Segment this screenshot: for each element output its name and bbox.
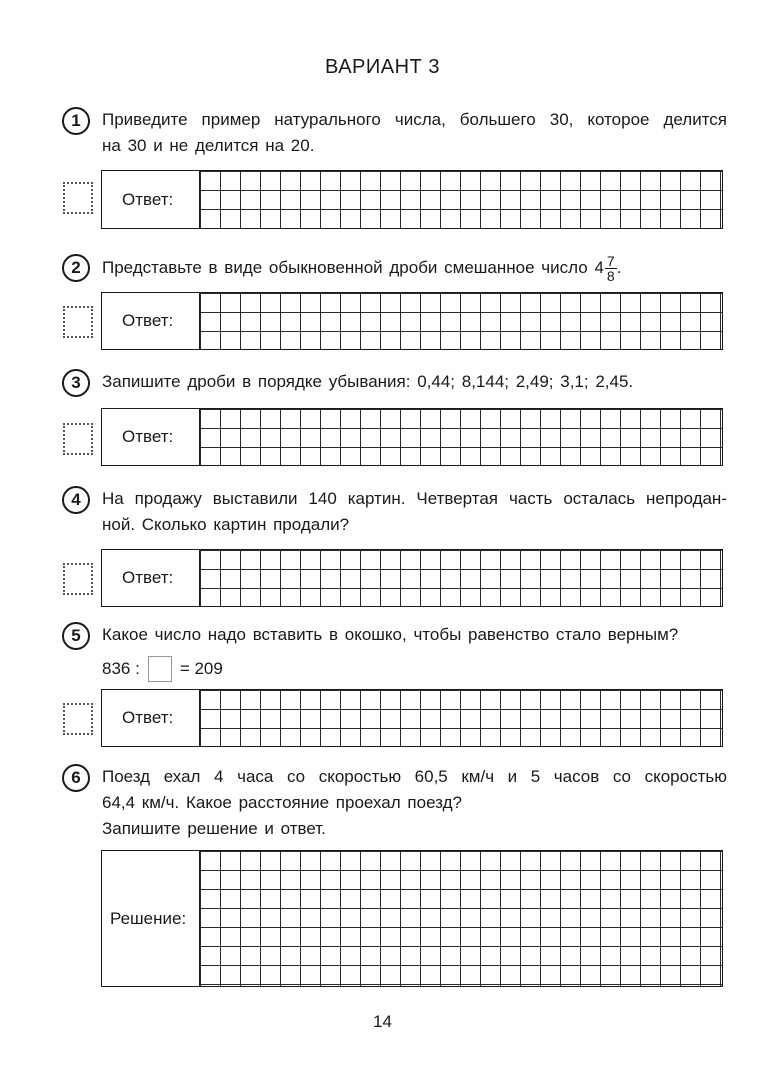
solution-field[interactable] xyxy=(101,850,723,987)
fraction-denominator: 8 xyxy=(606,268,615,284)
question-text: Представьте в виде обыкновенной дроби смешанное число xyxy=(102,257,595,277)
page-title: ВАРИАНТ 3 xyxy=(325,56,440,78)
task-number-badge: 6 xyxy=(62,764,90,792)
question-line: Поезд ехал 4 часа со скоростью 60,5 км/ч и 5 часов со скоростью xyxy=(102,767,727,786)
task-question xyxy=(102,254,727,283)
mixed-number-whole: 4 xyxy=(594,257,604,277)
answer-label: Ответ: xyxy=(102,293,200,349)
question-line: Приведите пример натурального числа, большего 30, которое делится xyxy=(102,110,727,129)
solution-label: Решение: xyxy=(102,851,200,986)
answer-grid[interactable] xyxy=(200,171,722,228)
task-question xyxy=(102,107,727,159)
task-question xyxy=(102,486,727,538)
score-box[interactable] xyxy=(63,306,93,338)
answer-label: Ответ: xyxy=(102,690,200,746)
equation xyxy=(102,656,223,682)
equation-blank-box[interactable] xyxy=(148,656,172,682)
question-line: Запишите решение и ответ. xyxy=(102,819,326,838)
answer-field[interactable] xyxy=(101,170,723,229)
task-number-badge: 5 xyxy=(62,622,90,650)
question-line: На продажу выставили 140 картин. Четвертая часть осталась непродан- xyxy=(102,489,727,508)
question-line: Какое число надо вставить в окошко, чтобы равенство стало верным? xyxy=(102,625,679,644)
score-box[interactable] xyxy=(63,563,93,595)
equation-right: = 209 xyxy=(179,659,223,678)
answer-field[interactable] xyxy=(101,689,723,747)
question-line: 64,4 км/ч. Какое расстояние проехал поезд? xyxy=(102,793,462,812)
fraction xyxy=(605,254,617,283)
score-box[interactable] xyxy=(63,423,93,455)
answer-label: Ответ: xyxy=(102,550,200,606)
answer-grid[interactable] xyxy=(200,690,722,746)
answer-field[interactable] xyxy=(101,408,723,466)
answer-label: Ответ: xyxy=(102,171,200,228)
answer-field[interactable] xyxy=(101,292,723,350)
page-number: 14 xyxy=(373,1012,392,1031)
question-line: ной. Сколько картин продали? xyxy=(102,515,350,534)
answer-grid[interactable] xyxy=(200,293,722,349)
task-number-badge: 2 xyxy=(62,254,90,282)
task-number-badge: 3 xyxy=(62,369,90,397)
question-line: Запишите дроби в порядке убывания: 0,44; 8,144; 2,49; 3,1; 2,45. xyxy=(102,372,634,391)
score-box[interactable] xyxy=(63,703,93,735)
solution-grid[interactable] xyxy=(200,851,722,986)
equation-left: 836 : xyxy=(102,659,140,678)
question-text-end: . xyxy=(616,257,622,277)
task-number-badge: 1 xyxy=(62,107,90,135)
task-number-badge: 4 xyxy=(62,486,90,514)
answer-field[interactable] xyxy=(101,549,723,607)
answer-grid[interactable] xyxy=(200,409,722,465)
answer-label: Ответ: xyxy=(102,409,200,465)
score-box[interactable] xyxy=(63,182,93,214)
task-question xyxy=(102,369,727,395)
task-question xyxy=(102,622,727,648)
fraction-numerator: 7 xyxy=(606,253,615,269)
question-line: на 30 и не делится на 20. xyxy=(102,136,315,155)
answer-grid[interactable] xyxy=(200,550,722,606)
task-question xyxy=(102,764,727,842)
